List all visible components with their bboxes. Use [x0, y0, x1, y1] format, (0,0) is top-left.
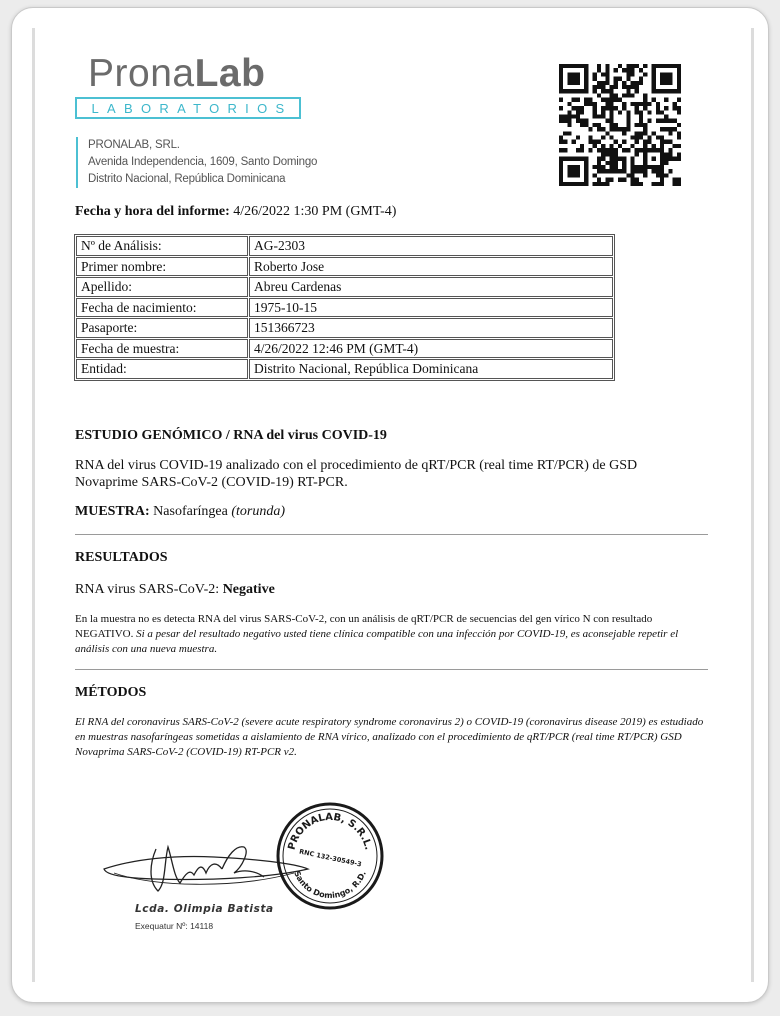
- sample-line: [75, 503, 695, 520]
- result-line: [75, 581, 695, 598]
- company-seal-icon: [274, 800, 386, 912]
- sample-note: (torunda): [231, 504, 285, 519]
- divider: [75, 669, 708, 670]
- report-sheet: [11, 7, 769, 1003]
- table-label: Fecha de muestra:: [76, 339, 248, 359]
- report-date: [75, 204, 396, 220]
- page-edge-right: [751, 28, 754, 982]
- table-row: [76, 236, 613, 256]
- table-row: [76, 277, 613, 297]
- table-value: AG-2303: [249, 236, 613, 256]
- table-label: Entidad:: [76, 359, 248, 379]
- company-logo: [88, 54, 265, 93]
- table-value: Distrito Nacional, República Dominicana: [249, 359, 613, 379]
- table-row: [76, 339, 613, 359]
- report-date-value: 4/26/2022 1:30 PM (GMT-4): [229, 204, 397, 219]
- logo-subtitle: LABORATORIOS: [75, 97, 301, 119]
- methods-title: MÉTODOS: [75, 685, 147, 700]
- seal-bottom-text: Santo Domingo, R.D.: [292, 869, 368, 901]
- methods-text: El RNA del coronavirus SARS-CoV-2 (severe acute respiratory syndrome coronavirus 2) o COVID-19 (coronavirus disease 2019) es estudiado en muestras nasofaríngeas sometidas a aislamiento de RNA vírico, analizado con el procedimiento de qRT/PCR (real time RT/PCR) GSD Novaprima SARS-CoV-2 (COVID-19) RT-PCR v2.: [75, 716, 704, 758]
- results-note-normal: En la muestra no es detecta RNA del virus SARS-CoV-2, con un análisis de qRT/PCR de secuencias del gen vírico N con resultado NEGATIVO.: [75, 613, 653, 640]
- patient-info-table: [74, 234, 615, 381]
- table-row: [76, 257, 613, 277]
- study-description: RNA del virus COVID-19 analizado con el procedimiento de qRT/PCR (real time RT/PCR) de GSD Novaprime SARS-CoV-2 (COVID-19) RT-PCR.: [75, 458, 638, 490]
- company-street: Avenida Independencia, 1609, Santo Domingo: [88, 156, 318, 168]
- table-label: Primer nombre:: [76, 257, 248, 277]
- sample-value: Nasofaríngea: [149, 504, 232, 519]
- table-label: Fecha de nacimiento:: [76, 298, 248, 318]
- qr-code-icon: [559, 64, 681, 186]
- svg-text:Santo Domingo, R.D.: [292, 870, 368, 901]
- study-title: ESTUDIO GENÓMICO / RNA del virus COVID-19: [75, 428, 387, 443]
- report-date-label: Fecha y hora del informe:: [75, 204, 230, 219]
- company-region: Distrito Nacional, República Dominicana: [88, 173, 286, 185]
- result-value: Negative: [222, 582, 275, 597]
- divider: [75, 534, 708, 535]
- table-value: 151366723: [249, 318, 613, 338]
- table-value: 1975-10-15: [249, 298, 613, 318]
- table-row: [76, 318, 613, 338]
- logo-name-part2: Lab: [194, 52, 266, 95]
- result-label: RNA virus SARS-CoV-2:: [75, 582, 223, 597]
- sample-label: MUESTRA:: [75, 504, 150, 519]
- page-edge-left: [32, 28, 35, 982]
- signer-exequatur: Exequatur Nº: 14118: [135, 921, 214, 931]
- seal-rnc: RNC 132-30549-3: [298, 847, 363, 869]
- table-value: Roberto Jose: [249, 257, 613, 277]
- seal-top-text: PRONALAB, S.R.L.: [286, 811, 374, 852]
- company-address: [76, 137, 317, 188]
- svg-text:PRONALAB, S.R.L.: [287, 812, 374, 851]
- table-label: Pasaporte:: [76, 318, 248, 338]
- table-value: Abreu Cardenas: [249, 277, 613, 297]
- results-note-italic: Si a pesar del resultado negativo usted tiene clínica compatible con una infección por COVID-19, es aconsejable repetir el análisis con una nueva muestra.: [75, 628, 679, 655]
- logo-name-part1: Prona: [88, 52, 195, 95]
- results-title: RESULTADOS: [75, 550, 168, 565]
- company-name: PRONALAB, SRL.: [88, 139, 180, 151]
- table-value: 4/26/2022 12:46 PM (GMT-4): [249, 339, 613, 359]
- table-label: Apellido:: [76, 277, 248, 297]
- table-label: Nº de Análisis:: [76, 236, 248, 256]
- table-row: [76, 359, 613, 379]
- signer-name: Lcda. Olimpia Batista: [135, 903, 274, 915]
- table-row: [76, 298, 613, 318]
- results-note: [75, 612, 707, 657]
